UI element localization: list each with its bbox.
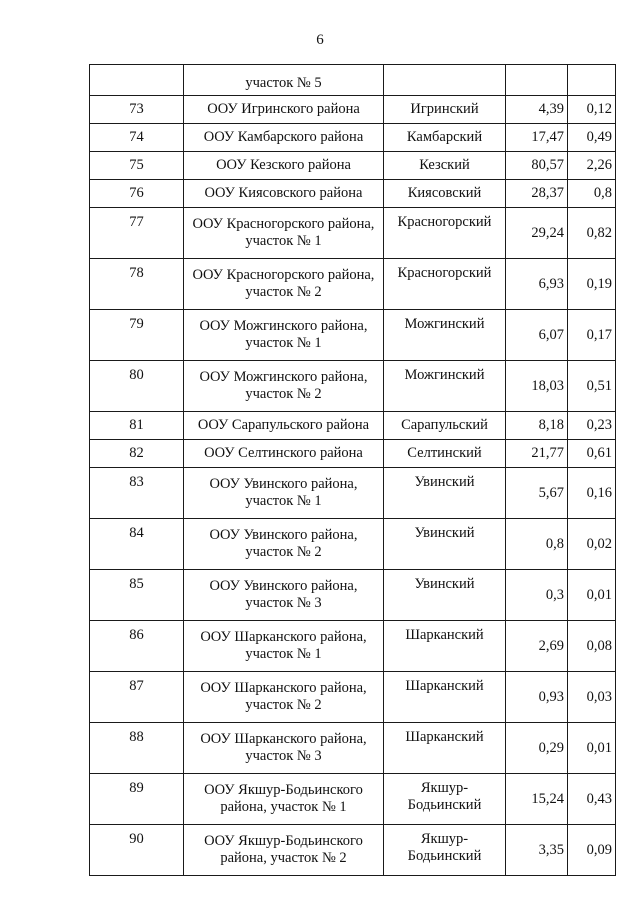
share-value: 0,16: [568, 468, 616, 519]
district-name: Камбарский: [384, 124, 506, 152]
row-number: 86: [90, 621, 184, 672]
share-value: 0,49: [568, 124, 616, 152]
row-number: 80: [90, 361, 184, 412]
area-value: 17,47: [506, 124, 568, 152]
row-number: 83: [90, 468, 184, 519]
row-number: 85: [90, 570, 184, 621]
row-number: 88: [90, 723, 184, 774]
share-value: 0,03: [568, 672, 616, 723]
district-name: Якшур-Бодьинский: [384, 774, 506, 825]
district-name: Можгинский: [384, 310, 506, 361]
area-value: 3,35: [506, 825, 568, 876]
area-value: 4,39: [506, 96, 568, 124]
table-row: [90, 152, 616, 180]
area-value: 21,77: [506, 440, 568, 468]
table-row: [90, 621, 616, 672]
table-row: [90, 180, 616, 208]
share-value: 0,12: [568, 96, 616, 124]
table-row: [90, 723, 616, 774]
share-value: 0,08: [568, 621, 616, 672]
table-row: [90, 124, 616, 152]
area-name: ООУ Красногорского района, участок № 1: [184, 208, 384, 259]
area-value: 6,93: [506, 259, 568, 310]
table-row-continuation: [90, 65, 616, 96]
table-row: [90, 96, 616, 124]
share-value: [568, 65, 616, 96]
share-value: 0,01: [568, 570, 616, 621]
table-row: [90, 208, 616, 259]
area-value: 80,57: [506, 152, 568, 180]
area-name: ООУ Киясовского района: [184, 180, 384, 208]
table-row: [90, 412, 616, 440]
page-number: 6: [316, 32, 324, 48]
district-name: Шарканский: [384, 723, 506, 774]
area-value: 6,07: [506, 310, 568, 361]
protected-areas-table: [89, 64, 616, 876]
row-number: 76: [90, 180, 184, 208]
table-row: [90, 440, 616, 468]
share-value: 0,43: [568, 774, 616, 825]
district-name: Киясовский: [384, 180, 506, 208]
area-name: ООУ Шарканского района, участок № 1: [184, 621, 384, 672]
district-name: Кезский: [384, 152, 506, 180]
share-value: 0,19: [568, 259, 616, 310]
district-name: Красногорский: [384, 208, 506, 259]
share-value: 2,26: [568, 152, 616, 180]
table-row: [90, 774, 616, 825]
area-name: ООУ Якшур-Бодьинского района, участок № 2: [184, 825, 384, 876]
table-row: [90, 468, 616, 519]
area-name: ООУ Можгинского района, участок № 1: [184, 310, 384, 361]
area-name: ООУ Селтинского района: [184, 440, 384, 468]
row-number: 89: [90, 774, 184, 825]
area-name: ООУ Красногорского района, участок № 2: [184, 259, 384, 310]
area-value: 0,29: [506, 723, 568, 774]
area-value: [506, 65, 568, 96]
area-name: участок № 5: [184, 65, 384, 96]
row-number: 87: [90, 672, 184, 723]
row-number: 74: [90, 124, 184, 152]
district-name: Якшур-Бодьинский: [384, 825, 506, 876]
share-value: 0,61: [568, 440, 616, 468]
district-name: Красногорский: [384, 259, 506, 310]
area-name: ООУ Камбарского района: [184, 124, 384, 152]
area-name: ООУ Увинского района, участок № 1: [184, 468, 384, 519]
area-name: ООУ Игринского района: [184, 96, 384, 124]
share-value: 0,23: [568, 412, 616, 440]
table-body: [90, 65, 616, 876]
share-value: 0,09: [568, 825, 616, 876]
area-value: 5,67: [506, 468, 568, 519]
district-name: [384, 65, 506, 96]
district-name: Можгинский: [384, 361, 506, 412]
row-number: 90: [90, 825, 184, 876]
area-value: 28,37: [506, 180, 568, 208]
row-number: 77: [90, 208, 184, 259]
share-value: 0,82: [568, 208, 616, 259]
area-value: 0,3: [506, 570, 568, 621]
district-name: Увинский: [384, 570, 506, 621]
row-number: 81: [90, 412, 184, 440]
share-value: 0,01: [568, 723, 616, 774]
area-value: 18,03: [506, 361, 568, 412]
district-name: Шарканский: [384, 621, 506, 672]
district-name: Увинский: [384, 519, 506, 570]
area-name: ООУ Шарканского района, участок № 3: [184, 723, 384, 774]
row-number: [90, 65, 184, 96]
table-row: [90, 259, 616, 310]
table-row: [90, 825, 616, 876]
row-number: 82: [90, 440, 184, 468]
area-name: ООУ Можгинского района, участок № 2: [184, 361, 384, 412]
share-value: 0,8: [568, 180, 616, 208]
row-number: 73: [90, 96, 184, 124]
table-row: [90, 361, 616, 412]
area-name: ООУ Сарапульского района: [184, 412, 384, 440]
area-name: ООУ Увинского района, участок № 3: [184, 570, 384, 621]
share-value: 0,51: [568, 361, 616, 412]
district-name: Сарапульский: [384, 412, 506, 440]
district-name: Селтинский: [384, 440, 506, 468]
share-value: 0,17: [568, 310, 616, 361]
row-number: 84: [90, 519, 184, 570]
area-value: 0,93: [506, 672, 568, 723]
district-name: Игринский: [384, 96, 506, 124]
area-name: ООУ Увинского района, участок № 2: [184, 519, 384, 570]
table-row: [90, 672, 616, 723]
district-name: Шарканский: [384, 672, 506, 723]
row-number: 78: [90, 259, 184, 310]
table-row: [90, 570, 616, 621]
area-name: ООУ Шарканского района, участок № 2: [184, 672, 384, 723]
area-value: 29,24: [506, 208, 568, 259]
area-value: 0,8: [506, 519, 568, 570]
district-name: Увинский: [384, 468, 506, 519]
area-value: 15,24: [506, 774, 568, 825]
table-row: [90, 519, 616, 570]
area-name: ООУ Якшур-Бодьинского района, участок № 1: [184, 774, 384, 825]
area-value: 8,18: [506, 412, 568, 440]
table-row: [90, 310, 616, 361]
row-number: 75: [90, 152, 184, 180]
share-value: 0,02: [568, 519, 616, 570]
area-value: 2,69: [506, 621, 568, 672]
area-name: ООУ Кезского района: [184, 152, 384, 180]
row-number: 79: [90, 310, 184, 361]
